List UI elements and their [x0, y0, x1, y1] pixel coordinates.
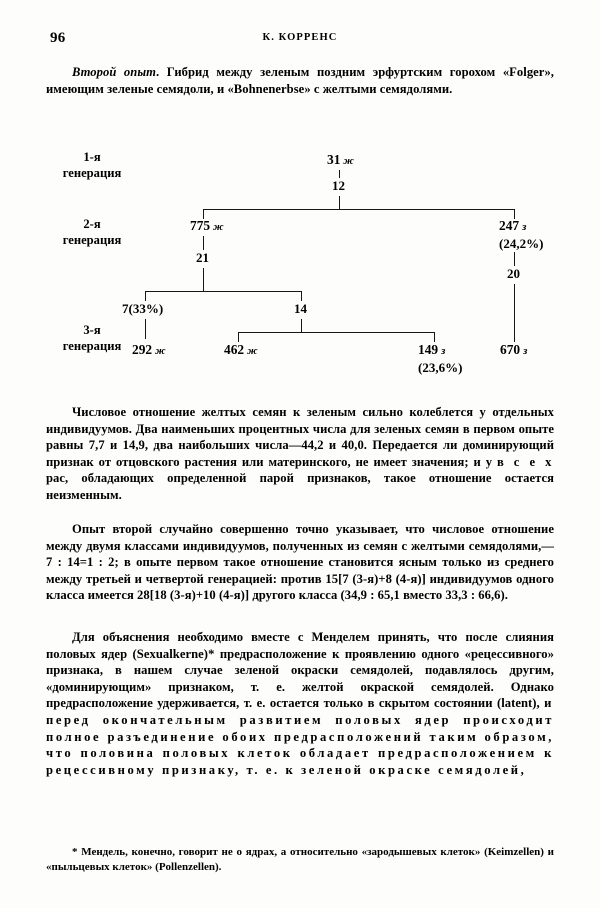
experiment-lead-in: Второй опыт [72, 65, 156, 79]
body-paragraph-1-tail: рас, обладающих определенной парой признаков, такое отношение остается неизменным. [46, 471, 554, 502]
node-g3-b-yellow-suffix: ж [247, 345, 258, 357]
node-g3-a-yellow-suffix: ж [155, 345, 166, 357]
node-g3-a-yellow-count: 292 [132, 342, 153, 357]
generation-label-3-line1: 3-я [83, 323, 101, 337]
footnote-reference-mark: * [208, 646, 215, 661]
node-g2-green-percent: (24,2%) [499, 236, 544, 251]
connector-g1-to-bracket [339, 196, 340, 209]
node-g2-yellow-count: 775 [190, 218, 211, 233]
connector-g2-green-stem [514, 252, 515, 266]
bracket-generation-3a-tick-right [301, 291, 302, 301]
generation-label-2-line1: 2-я [83, 217, 101, 231]
node-g2-yellow [190, 218, 224, 235]
body-paragraph-2-text: Опыт второй случайно совершенно точно указывает, что числовое отношение между двумя классами индивидуумов, полученных из семян с желтыми семядолями,—7 : 14=1 : 2; в опыте первом такое отношение становится ясным только из среднего между третьей и четвертой генерацией: против 15[7 (3-я)+8 (4-я)] индивидуумов одного класса имеется 28[18 (3-я)+10 (4-я)] другого класса (34,9 : 65,1 вместо 33,3 : 66,6). [46, 522, 554, 603]
node-g1-yellow-suffix: ж [343, 155, 354, 167]
body-paragraph-3-mid: предрасположение к проявлению одного «рецессивного» признака, в нашем случае зеленой окраски семядолей, подавлялось другим, «доминирующим» признаком, т. е. желтой окраской семядолей. Однако предрасположение удерживается, т. е. остается только в скрытом состоянии (latent), [46, 646, 554, 711]
generation-label-1-line2: генерация [62, 165, 122, 180]
node-g3-c-green [500, 342, 527, 359]
node-g2-green-suffix: з [522, 221, 527, 233]
node-g3-c-green-count: 670 [500, 342, 521, 357]
bracket-generation-2 [203, 209, 515, 210]
generation-label-1 [46, 150, 138, 181]
node-g3-branch-b-plant-count: 14 [294, 301, 307, 316]
body-paragraph-3 [46, 629, 554, 778]
generation-label-3 [46, 323, 138, 354]
footnote-mark: * [72, 846, 78, 858]
connector-g1-stem [339, 170, 340, 178]
generation-label-3-line2: генерация [62, 338, 122, 353]
connector-g3a-stem [145, 319, 146, 339]
node-g1-plant-count: 12 [332, 178, 345, 193]
node-g3-branch-a-plant-count: 7(33%) [122, 301, 164, 316]
node-g3-b-green [418, 342, 462, 375]
body-paragraph-3-emphasis: и перед окончательным развитием половых ядер происходит полное разъединение обоих предрасположений таким образом, что половина половых клеток обладает предрасположением к рецессивному признаку, т. е. к зеленой окраске семядолей, [46, 696, 554, 777]
bracket-generation-3b-tick-left [238, 332, 239, 342]
connector-g2-yellow-stem [203, 236, 204, 250]
bracket-generation-3a-tick-left [145, 291, 146, 301]
generation-label-2 [46, 217, 138, 248]
node-g3-a-yellow [132, 342, 166, 359]
node-g1-yellow [327, 152, 354, 169]
intro-text: . Гибрид между зеленым поздним эрфуртским горохом «Folger», имеющим зеленые семядоли, и «Bohnenerbse» с желтыми семядолями. [46, 65, 554, 96]
generation-label-1-line1: 1-я [83, 150, 101, 164]
body-paragraph-2 [46, 521, 554, 604]
bracket-generation-3a [145, 291, 302, 292]
node-g3-b-green-percent: (23,6%) [418, 360, 463, 375]
connector-g2-yellow-to-bracket [203, 268, 204, 291]
bracket-generation-3b [238, 332, 435, 333]
node-g3-b-yellow-count: 462 [224, 342, 245, 357]
running-head [46, 30, 554, 50]
node-g3-b-green-suffix: з [441, 345, 446, 357]
body-paragraph-3-head: Для объяснения необходимо вместе с Менделем принять, что после слияния половых ядер (Sexualkerne) [46, 630, 554, 661]
node-g3-b-yellow [224, 342, 258, 359]
node-g2-green-count: 247 [499, 218, 520, 233]
page-number: 96 [50, 30, 66, 46]
node-g2-green-plant-count: 20 [507, 266, 520, 281]
pedigree-diagram [0, 146, 600, 384]
bracket-generation-3b-tick-right [434, 332, 435, 342]
connector-g2-green-to-g3 [514, 284, 515, 342]
node-g2-green [499, 218, 543, 251]
intro-paragraph [46, 64, 554, 97]
body-paragraph-1-emphasis: в с е х [496, 454, 554, 469]
footnote-text: Мендель, конечно, говорит не о ядрах, а относительно «зародышевых клеток» (Keimzellen) и «пыльцевых клеток» (Pollenzellen). [46, 846, 554, 873]
body-paragraph-1 [46, 404, 554, 504]
node-g1-yellow-count: 31 [327, 152, 341, 167]
running-title: К. КОРРЕНС [262, 32, 338, 43]
body-paragraph-1-text: Числовое отношение желтых семян к зеленым сильно колеблется у отдельных индивидуумов. Два наименьших процентных числа для зеленых семян в первом опыте равны 7,7 и 14,9, два наибольших числа—44,2 и 40,0. Передается ли доминирующий признак от отцовского растения или материнского, не имеет значения; и у [46, 405, 554, 469]
node-g2-yellow-plant-count: 21 [196, 250, 209, 265]
node-g3-b-green-count: 149 [418, 342, 439, 357]
node-g3-c-green-suffix: з [523, 345, 528, 357]
connector-g3b-stem [301, 319, 302, 332]
footnote [46, 845, 554, 875]
node-g2-yellow-suffix: ж [213, 221, 224, 233]
generation-label-2-line2: генерация [62, 232, 122, 247]
